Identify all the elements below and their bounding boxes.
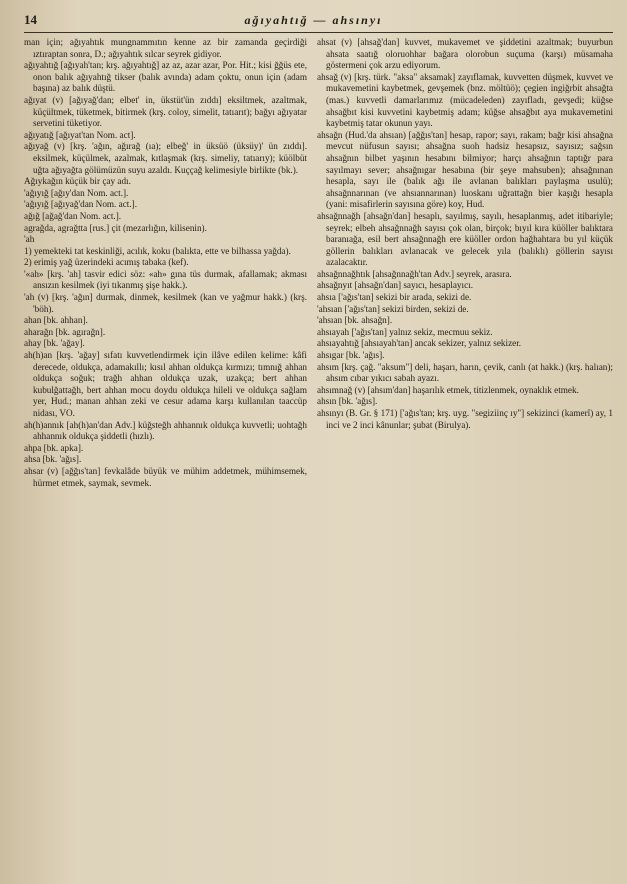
header-rule xyxy=(24,32,613,33)
page-number: 14 xyxy=(24,12,37,27)
entry: ahsım [krş. çağ. "aksum"] deli, haşarı, harın, çevik, canlı (at hakk.) (krş. halıan); ahsım cıbar yıkıcı sabah ayazı. xyxy=(317,361,613,384)
entry: 'ah xyxy=(24,234,35,245)
entry: 1) yemekteki tat keskinliği, acılık, koku (balıkta, ette ve bilhassa yağda). xyxy=(24,245,291,256)
entry: ahsıayah ['ağıs'tan] yalnız sekiz, mecmuu sekiz. xyxy=(317,326,493,337)
entry: ahsağn (Hud.'da ahsıan) [ağğıs'tan] hesap, rapor; sayı, rakam; bağr kisi ahsağna mevcut nüfusun sayısı; ahsağna suoh hadsiz hesapsız, sayısız; sağsın ahsağnın bilbet yaşının hesabını bilmiyor; harçı ahsağnın taptığr para sayılmayı sever; ahsağnıgar hesabına (bir şeye mahsuben); ahsağnınan hesapla, sayı ile (balık ağı ile avlanan balıkları paylaşma usulü); ahsağnnarınan (ve ahsıannarınan) luoskanı uğrattağn bier kaşığı hesapla (yani: misafirlerin sayısına göre) koy, Hud. xyxy=(317,129,613,210)
running-head: ağıyahtığ — ahsınyı xyxy=(244,13,383,27)
entry: ahsımnağ (v) [ahsım'dan] haşarılık etmek, titizlenmek, oynaklık etmek. xyxy=(317,384,579,395)
entry: 2) erimiş yağ üzerindeki acımış tabaka (kef). xyxy=(24,257,189,268)
entry: ahan [bk. ahhan]. xyxy=(24,315,88,326)
left-column xyxy=(24,37,307,489)
entry: ahsat (v) [ahsağ'dan] kuvvet, mukavemet ve şiddetini azaltmak; buyurbun ahsata saatığ oloruohhar bağara olorobun suçuma (karşı) müsamaha göstermeni çok arzu ediyorum. xyxy=(317,37,613,71)
right-column xyxy=(317,37,613,489)
entry: ahsıayahtığ [ahsıayah'tan] ancak sekizer, yalnız sekizer. xyxy=(317,338,522,349)
entry: ahsın [bk. 'ağıs]. xyxy=(317,396,378,407)
entry: ahsağnnağhtık [ahsağnnağh'tan Adv.] seyrek, arasıra. xyxy=(317,268,512,279)
entry: ağıyat (v) [ağıyağ'dan; elbet' in, ükstüt'ün zıddı] eksiltmek, azaltmak, küçültmek, tüketmek, bitirmek (krş. coloy, simelit, tatıarıt); bağyı ağıyatar servetini tüketiyor. xyxy=(24,94,307,129)
entry: ağıyatığ [ağıyat'tan Nom. act]. xyxy=(24,129,136,140)
entry: ahsa [bk. 'ağıs]. xyxy=(24,454,82,465)
entry: ahsar (v) [ağğıs'tan] fevkalâde büyük ve mühim addetmek, mühimsemek, hürmet etmek, saymak, sevmek. xyxy=(24,465,307,488)
entry: ahay [bk. 'ağay]. xyxy=(24,338,85,349)
entry: ahsağnnağh [ahsağn'dan] hesaplı, sayılmış, sayılı, hesaplanmış, adet itibariyle; seyrek; elbeh ahsağnnağh sayısı çok olan, birçok; bıyıl kıra küöller balıktara baranıağa, esil bert ahsağnnağh ere küöller ordon hağhahtara bu yıl küçük göllerin balıkları avlanacak ve gelecek yıla (balıklı) göllerin sayısı azalacaktır. xyxy=(317,210,613,268)
entry: man için; ağıyahtık mungnammıtın kenne az bir zamanda geçirdiği ıztıraptan sonra, D.; ağıyahtık sılcar seyrek gidiyor. xyxy=(24,37,307,59)
entry: ahpa [bk. apka]. xyxy=(24,442,84,453)
entry: 'ağıyığ [ağıyağ'dan Nom. act.]. xyxy=(24,199,138,210)
entry: agrağda, agrağtta [rus.] çit (mezarlığın, kilisenin). xyxy=(24,222,207,233)
page-header xyxy=(24,12,613,30)
entry: 'ahsıan ['ağıs'tan] sekizi birden, sekizi de. xyxy=(317,303,469,314)
entry: ahsıgar [bk. 'ağıs]. xyxy=(317,350,385,361)
entry: ağıyahtığ [ağıyah'tan; krş. ağıyahtığ] az az, azar azar, Por. Hit.; kisi ğğüs ete, onon balık ağıyahtığ tikser (balık avında) adam çoktu, onun için (adam başına) az balık düştü. xyxy=(24,60,307,94)
entry: ahsınyı (B. Gr. § 171) ['ağıs'tan; krş. uyg. "segiziinç ıy"] sekizinci (kamerî) ay, 1 inci ve 2 inci kânunlar; şubat (Birulya). xyxy=(317,408,613,430)
entry: '«ah» [krş. 'ah] tasvir edici söz: «ah» gına tüs durmak, afallamak; akması ansızın kesilmek (iyi tıkanmış şişe hakk.). xyxy=(24,268,307,291)
entry: aharağn [bk. agırağn]. xyxy=(24,326,106,337)
entry: 'ah (v) [krş. 'ağın] durmak, dinmek, kesilmek (kan ve yağmur hakk.) (krş. 'böh). xyxy=(24,292,307,314)
entry: ahsağnyıt [ahsağn'dan] sayıcı, hesaplayıcı. xyxy=(317,280,474,291)
entry: ağıyağ (v) [krş. 'ağın, ağırağ (ıa); elbeğ' in üksüö (üksüy)' ün zıddı]. eksilmek, küçülmek, azalmak, kıtlaşmak (krş. simeliy, tatıarıy); küölbüt uğta ağıyağta gölümüzün suyu azaldı. Kuççağ kelimesiyle birlikte (bk.). xyxy=(24,141,307,175)
entry: 'ağıyığ [ağıy'dan Nom. act.]. xyxy=(24,187,129,198)
entry: ahsağ (v) [krş. türk. "aksa" aksamak] zayıflamak, kuvvetten düşmek, kuvvet ve mukavemetini kaybetmek, gevşemek (bnz. möltüö); çegien ingiğrbit ahsağta (mas.) kuvvetli damarlarımız (mücadeleden) zayıfladı, gevşedi; küğse ahsağbıt kisi kuvvetini kaybetmiş adam; küğse ahsağbıt aya mukavemetini kaybetmiş tatar okunun yayı. xyxy=(317,71,613,129)
entry: ah(h)an [krş. 'ağay] sıfatı kuvvetlendirmek için ilâve edilen kelime: kâfi derecede, oldukça, adamakıllı; kısıl ahhan oldukça kırmızı; tımnığ ahhan oldukça soğuk; trağh ahhan oldukça uzak, uzakça; bert ahhan kubulğattağh, bert ahhan mocu doydu oldukça hileli ve oldukça sağlam yer, Hud.; manan ahhan zeki ve cesur adama karşı kullanılan taaccüp nidası, VO. xyxy=(24,350,307,418)
entry: ahsıa ['ağıs'tan] sekizi bir arada, sekizi de. xyxy=(317,292,472,303)
entry: Ağıykağın küçük bir çay adı. xyxy=(24,176,131,187)
entry: ağığ [ağağ'dan Nom. act.]. xyxy=(24,210,122,221)
entry: 'ahsıan [bk. ahsağn]. xyxy=(317,315,393,326)
entry: ah(h)annık [ah(h)an'dan Adv.] küğsteğh ahhannık oldukça kuvvetli; uohtağh ahhannık oldukça şiddetli (hızlı). xyxy=(24,419,307,442)
